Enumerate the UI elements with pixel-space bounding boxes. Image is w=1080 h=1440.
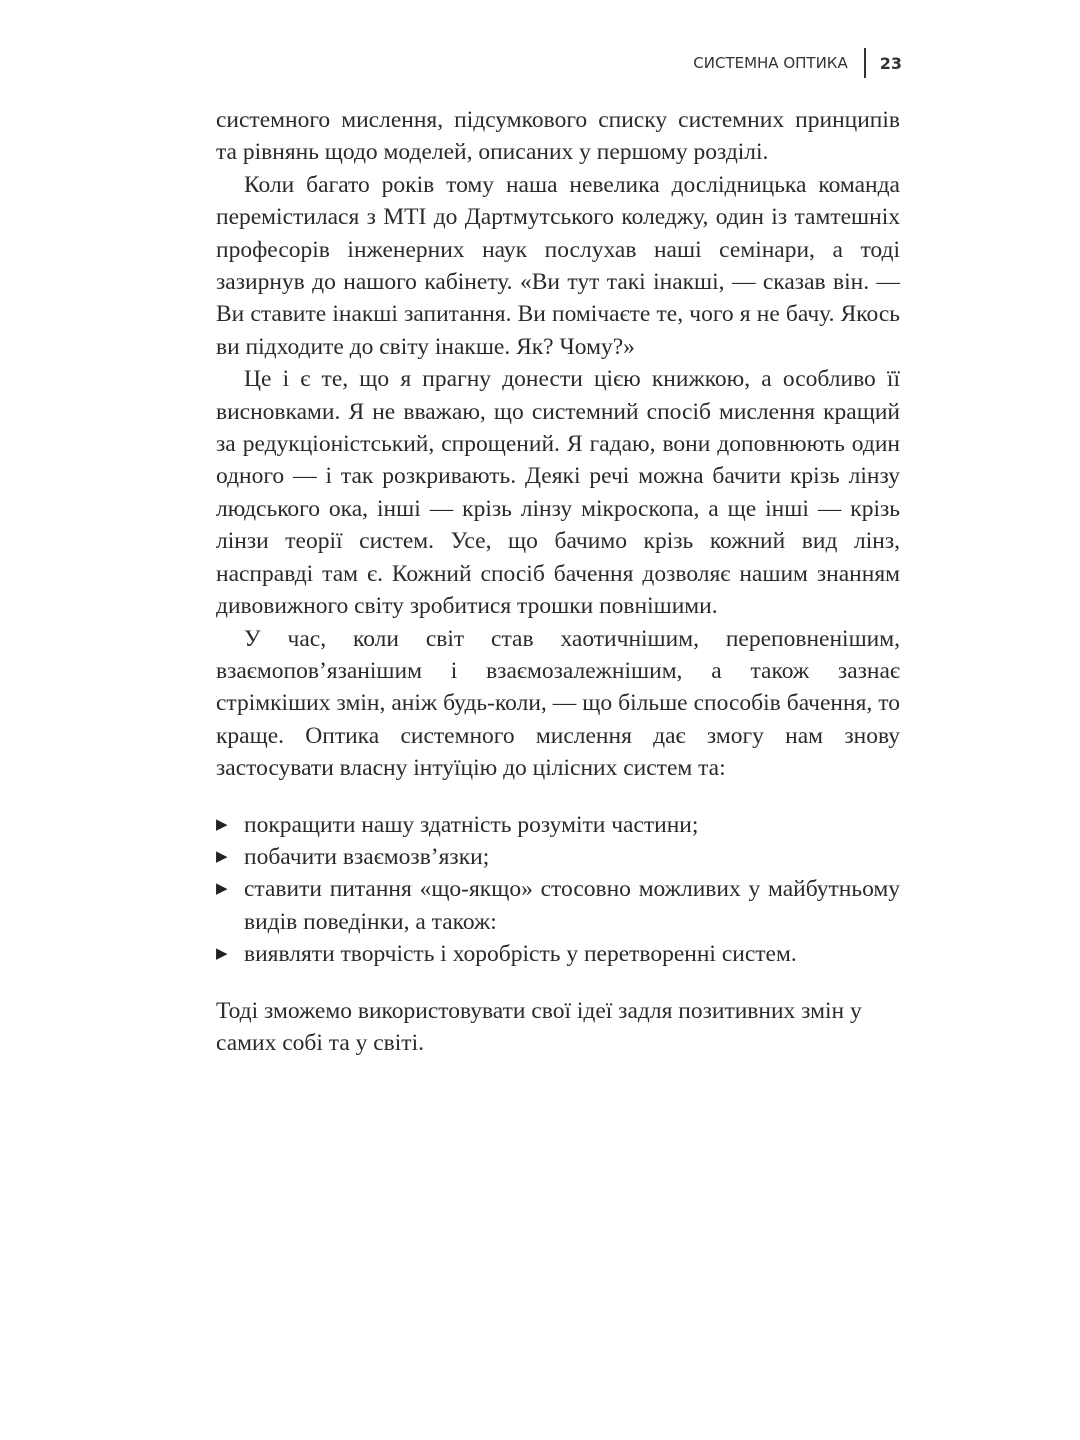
list-item xyxy=(216,809,900,841)
triangle-bullet-icon: ▶ xyxy=(216,881,228,898)
list-item-text: виявляти творчість і хоробрість у перетворенні систем. xyxy=(244,941,797,968)
paragraph-continuation: системного мислення, підсумкового списку системних принципів та рівнянь щодо моделей, описаних у першому розділі. xyxy=(216,107,900,166)
list-item-text: ставити питання «що-якщо» стосовно можливих у майбутньому видів поведінки, а також: xyxy=(244,876,900,935)
paragraph: Коли багато років тому наша невелика дослідницька команда перемістилася з МТІ до Дартмутського коледжу, один із тамтешніх професорів інженерних наук послухав наші семінари, а тоді зазирнув до нашого кабінету. «Ви тут такі інакші, — сказав він. — Ви ставите інакші запитання. Ви помічаєте те, чого я не бачу. Якось ви підходите до світу інакше. Як? Чому?» xyxy=(216,171,900,360)
page-number: 23 xyxy=(879,53,902,73)
header-divider xyxy=(864,48,866,78)
list-item xyxy=(216,938,900,970)
page-header xyxy=(693,48,902,78)
triangle-bullet-icon: ▶ xyxy=(216,946,228,963)
paragraph: У час, коли світ став хаотичнішим, переповненішим, взаємопов’язанішим і взаємозалежнішим, а також зазнає стрімкіших змін, аніж будь-коли, — що більше способів бачення, то краще. Оптика системного мислення дає змогу нам знову застосувати власну інтуїцію до цілісних систем та: xyxy=(216,625,900,782)
list-item-text: побачити взаємозв’язки; xyxy=(244,843,490,870)
triangle-bullet-icon: ▶ xyxy=(216,848,228,865)
running-title: СИСТЕМНА ОПТИКА xyxy=(693,54,848,72)
triangle-bullet-icon: ▶ xyxy=(216,816,228,833)
paragraph: Це і є те, що я прагну донести цією книжкою, а особливо її висновками. Я не вважаю, що системний спосіб мислення кращий за редукціоністський, спрощений. Я гадаю, вони доповнюють один одного — і так розкривають. Деякі речі можна бачити крізь лінзу людського ока, інші — крізь лінзу мікроскопа, а ще інші — крізь лінзи теорії систем. Усе, що бачимо крізь кожний вид лінз, насправді там є. Кожний спосіб бачення дозволяє нашим знанням дивовижного світу зробитися трошки повнішими. xyxy=(216,366,900,620)
page-body xyxy=(216,104,900,1059)
list-item xyxy=(216,873,900,938)
closing-paragraph: Тоді зможемо використовувати свої ідеї задля позитивних змін у самих собі та у світі. xyxy=(216,997,862,1056)
list-item-text: покращити нашу здатність розуміти частини; xyxy=(244,811,699,838)
bullet-list xyxy=(216,809,900,971)
list-item xyxy=(216,841,900,873)
